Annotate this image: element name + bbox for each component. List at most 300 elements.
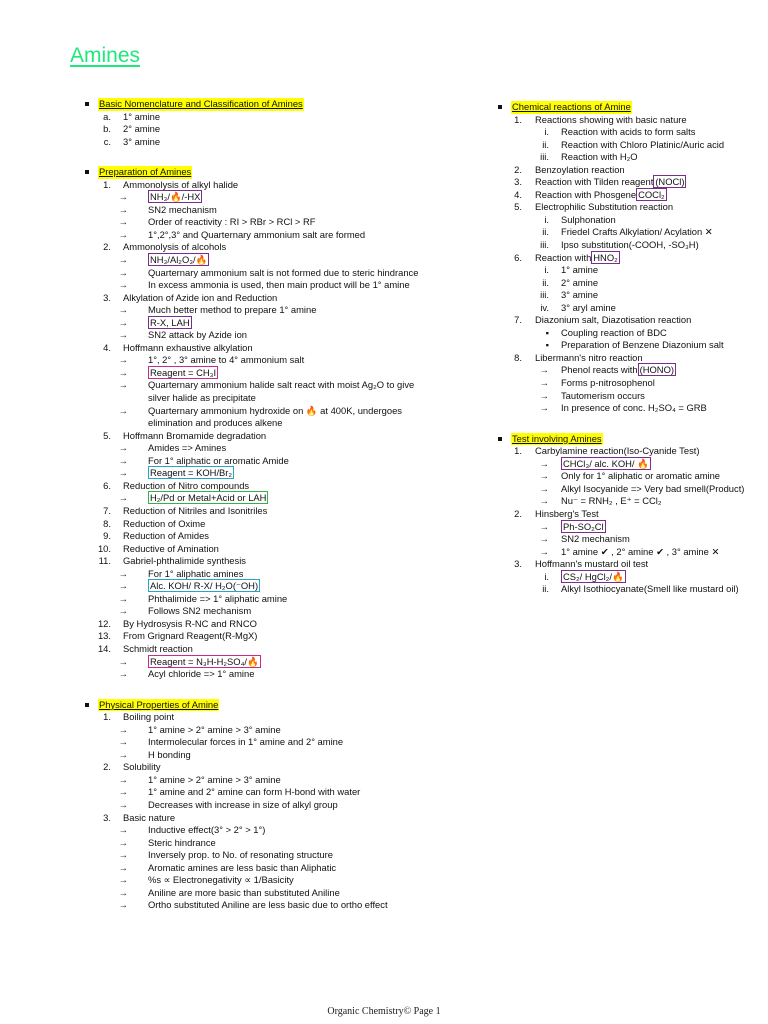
list-item-text: Nu⁻ = RNH₂ , E⁺ = CCl₂ [561, 495, 662, 507]
list-item [80, 430, 420, 443]
list-item [493, 352, 768, 365]
list-marker: 6. [514, 251, 522, 263]
reagent-box: (NOCl) [655, 176, 685, 188]
list-item-text: Reaction with Chloro Platinic/Auric acid [561, 138, 725, 150]
list-item [493, 495, 768, 508]
list-item [80, 630, 420, 643]
list-marker: ii. [542, 138, 549, 150]
list-item-text: Quarternary ammonium hydroxide on 🔥 at 400K, undergoes [148, 404, 402, 416]
arrow-icon: → [539, 533, 549, 545]
list-item [80, 812, 420, 825]
list-item [493, 314, 768, 327]
section-heading [493, 101, 768, 114]
list-marker: 3. [103, 811, 111, 823]
list-marker: 6. [103, 479, 111, 491]
list-item [80, 593, 420, 606]
list-marker: 7. [514, 314, 522, 326]
reagent-box: CS₂/ HgCl₂/🔥 [563, 570, 624, 582]
list-item [80, 505, 420, 518]
list-item-text: Amides => Amines [148, 442, 227, 454]
list-marker: ▪ [545, 339, 549, 351]
list-item-text: Reaction with [535, 251, 592, 263]
list-item [80, 179, 420, 192]
list-item-text: Acyl chloride => 1° amine [148, 668, 255, 680]
arrow-icon: → [118, 886, 128, 898]
reagent-box: CHCl₃/ alc. KOH/ 🔥 [563, 457, 649, 469]
list-item-text: elimination and produces alkene [148, 417, 283, 429]
arrow-icon: → [118, 668, 128, 680]
list-item-text: 2° amine [123, 123, 161, 135]
list-item [80, 887, 420, 900]
arrow-icon: → [118, 379, 128, 391]
list-item [80, 668, 420, 681]
arrow-icon: → [118, 404, 128, 416]
list-item [493, 483, 768, 496]
list-item-text: SN2 mechanism [561, 533, 630, 545]
list-item-text: Tautomerism occurs [561, 389, 645, 401]
list-item-text: Inductive effect(3° > 2° > 1°) [148, 824, 266, 836]
arrow-icon: → [118, 442, 128, 454]
list-marker: a. [103, 110, 111, 122]
list-item-text: silver halide as precipitate [148, 392, 256, 404]
list-item-text: Hinsberg's Test [535, 507, 599, 519]
list-item [80, 467, 420, 480]
list-item-text: SN2 attack by Azide ion [148, 329, 248, 341]
list-item-text: By Hydrosysis R-NC and RNCO [123, 617, 257, 629]
arrow-icon: → [118, 203, 128, 215]
list-item [80, 204, 420, 217]
list-marker: 1. [514, 445, 522, 457]
list-item [493, 126, 768, 139]
list-item-text: Intermolecular forces in 1° amine and 2° amine [148, 736, 344, 748]
list-item [493, 546, 768, 559]
list-item [80, 518, 420, 531]
list-marker: 9. [103, 530, 111, 542]
list-marker: iii. [540, 151, 549, 163]
arrow-icon: → [539, 470, 549, 482]
arrow-icon: → [118, 736, 128, 748]
square-bullet-icon [85, 170, 89, 174]
list-marker: b. [103, 123, 111, 135]
arrow-icon: → [118, 366, 128, 378]
arrow-icon: → [118, 329, 128, 341]
list-item-text: Aromatic amines are less basic than Aliphatic [148, 861, 337, 873]
list-item-text: For 1° aliphatic or aromatic Amide [148, 454, 289, 466]
list-item [493, 470, 768, 483]
left-column [80, 94, 420, 912]
list-item [80, 123, 420, 136]
arrow-icon: → [118, 216, 128, 228]
reagent-box: Reagent = N₃H-H₂SO₄/🔥 [150, 655, 259, 667]
list-item-text: Inversely prop. to No. of resonating structure [148, 849, 333, 861]
list-item-text: Reaction with Phosgene [535, 188, 637, 200]
list-item-text: Much better method to prepare 1° amine [148, 304, 317, 316]
arrow-icon: → [118, 254, 128, 266]
list-item-text: Alkyl Isocyanide => Very bad smell(Product) [561, 482, 745, 494]
list-item [493, 377, 768, 390]
list-item-text: 3° amine [561, 289, 599, 301]
square-bullet-icon [498, 105, 502, 109]
square-bullet-icon [498, 437, 502, 441]
list-item [80, 492, 420, 505]
list-item-text: Reductive of Amination [123, 542, 219, 554]
square-bullet-icon [85, 703, 89, 707]
list-marker: 8. [514, 351, 522, 363]
list-item [80, 317, 420, 330]
list-item [80, 874, 420, 887]
list-marker: 10. [97, 542, 111, 554]
list-item-text: Order of reactivity : RI > RBr > RCl > RF [148, 216, 316, 228]
list-item [493, 151, 768, 164]
list-item [80, 292, 420, 305]
list-marker: 5. [514, 201, 522, 213]
list-item-text: Benzoylation reaction [535, 163, 625, 175]
list-marker: 3. [103, 291, 111, 303]
arrow-icon: → [118, 723, 128, 735]
list-item-text: In excess ammonia is used, then main product will be 1° amine [148, 279, 410, 291]
list-item-text: Hoffmann Bromamide degradation [123, 429, 267, 441]
list-item [80, 799, 420, 812]
arrow-icon: → [118, 849, 128, 861]
arrow-icon: → [118, 836, 128, 848]
arrow-icon: → [118, 492, 128, 504]
list-item [80, 543, 420, 556]
list-item [493, 176, 768, 189]
list-item [80, 379, 420, 392]
list-item-text: Hoffmann's mustard oil test [535, 558, 649, 570]
list-item [80, 555, 420, 568]
list-marker: iv. [540, 301, 549, 313]
reagent-box: Alc. KOH/ R-X/ H₂O(⁻OH) [150, 580, 259, 592]
list-item [80, 862, 420, 875]
list-marker: 12. [97, 617, 111, 629]
list-item-text: 1°,2°,3° and Quarternary ammonium salt are formed [148, 228, 366, 240]
list-marker: 1. [514, 113, 522, 125]
list-item-text: Solubility [123, 761, 161, 773]
list-marker: 13. [97, 630, 111, 642]
list-item [80, 455, 420, 468]
list-item-text: Phenol reacts with [561, 364, 638, 376]
list-item-text: H bonding [148, 748, 191, 760]
list-item-text: Ortho substituted Aniline are less basic due to ortho effect [148, 899, 388, 911]
list-item [80, 342, 420, 355]
list-item-text: 1° amine [561, 264, 599, 276]
list-marker: 1. [103, 178, 111, 190]
list-item-text: Reaction with H₂O [561, 151, 638, 163]
arrow-icon: → [118, 279, 128, 291]
list-item-text: Decreases with increase in size of alkyl group [148, 798, 338, 810]
section-title: Test involving Amines [512, 432, 602, 444]
list-marker: 2. [103, 761, 111, 773]
list-item [80, 824, 420, 837]
list-item-text: Carbylamine reaction(Iso-Cyanide Test) [535, 445, 700, 457]
list-item [80, 618, 420, 631]
list-item [493, 402, 768, 415]
list-marker: i. [544, 213, 549, 225]
list-item-text: 1° amine ✔ , 2° amine ✔ , 3° amine ✕ [561, 545, 720, 557]
list-item-text: Electrophilic Substitution reaction [535, 201, 674, 213]
list-item-text: Reduction of Oxime [123, 517, 206, 529]
section-heading [493, 433, 768, 446]
page-title: Amines [70, 44, 141, 67]
list-item-text: Ipso substitution(-COOH, -SO₃H) [561, 239, 699, 251]
section-title: Chemical reactions of Amine [512, 101, 631, 112]
reagent-box: Ph-SO₂Cl [563, 520, 604, 532]
list-item [80, 405, 420, 418]
arrow-icon: → [118, 899, 128, 911]
list-item [493, 364, 768, 377]
list-item-text: Alkyl Isothiocyanate(Smell like mustard oil) [561, 583, 739, 595]
arrow-icon: → [539, 364, 549, 376]
list-item-text: Ammonolysis of alcohols [123, 241, 227, 253]
list-item-text: Reactions showing with basic nature [535, 113, 687, 125]
list-item [80, 229, 420, 242]
reagent-box: H₂/Pd or Metal+Acid or LAH [150, 492, 267, 504]
list-item-text: Ammonolysis of alkyl halide [123, 178, 239, 190]
list-marker: i. [544, 570, 549, 582]
list-item-text: SN2 mechanism [148, 203, 217, 215]
list-item-text: Reduction of Nitriles and Isonitriles [123, 504, 268, 516]
reagent-box: (HONO) [639, 364, 674, 376]
list-item [80, 849, 420, 862]
arrow-icon: → [118, 874, 128, 886]
list-item [80, 774, 420, 787]
list-marker: i. [544, 264, 549, 276]
arrow-icon: → [118, 454, 128, 466]
list-item-text: Friedel Crafts Alkylation/ Acylation ✕ [561, 226, 713, 238]
list-item [80, 191, 420, 204]
list-item-text: Reduction of Nitro compounds [123, 479, 250, 491]
reagent-box: HNO₂ [593, 251, 618, 263]
list-item-text: Basic nature [123, 811, 176, 823]
list-item-text: In presence of conc. H₂SO₄ = GRB [561, 402, 707, 414]
list-marker: ii. [542, 226, 549, 238]
list-item [80, 279, 420, 292]
reagent-box: NH₃/Al₂O₃/🔥 [150, 254, 208, 266]
list-item-text: %s ∝ Electronegativity ∝ 1/Basicity [148, 874, 294, 886]
list-item [80, 304, 420, 317]
arrow-icon: → [118, 567, 128, 579]
section-heading [80, 166, 420, 179]
list-marker: 2. [103, 241, 111, 253]
section-title: Basic Nomenclature and Classification of Amines [99, 98, 303, 109]
list-item-text: Libermann's nitro reaction [535, 351, 643, 363]
list-item [80, 761, 420, 774]
list-item-text: Reduction of Amides [123, 530, 209, 542]
list-marker: ii. [542, 276, 549, 288]
arrow-icon: → [118, 861, 128, 873]
list-item [80, 136, 420, 149]
list-item [493, 277, 768, 290]
list-item-text: Alkylation of Azide ion and Reduction [123, 291, 278, 303]
list-marker: i. [544, 126, 549, 138]
list-item [80, 724, 420, 737]
list-item [80, 254, 420, 267]
reagent-box: COCl₂ [638, 188, 665, 200]
list-item [493, 189, 768, 202]
list-item-text: 1° amine > 2° amine > 3° amine [148, 723, 281, 735]
reagent-box: Reagent = CH₃I [150, 366, 217, 378]
list-item [493, 164, 768, 177]
list-item-text: 1° amine and 2° amine can form H-bond with water [148, 786, 361, 798]
list-item [80, 643, 420, 656]
list-item [493, 214, 768, 227]
list-item [493, 302, 768, 315]
list-item-text: 1° amine [123, 110, 161, 122]
list-item [80, 711, 420, 724]
list-item [493, 508, 768, 521]
list-item-text: For 1° aliphatic amines [148, 567, 244, 579]
page-footer: Organic Chemistry© Page 1 [327, 1006, 441, 1017]
list-item [80, 837, 420, 850]
list-item [80, 605, 420, 618]
list-item-text: Follows SN2 mechanism [148, 605, 252, 617]
list-item [493, 264, 768, 277]
arrow-icon: → [539, 457, 549, 469]
list-item-text: 3° aryl amine [561, 301, 616, 313]
list-item-text: Diazonium salt, Diazotisation reaction [535, 314, 692, 326]
list-item [493, 252, 768, 265]
list-marker: 11. [98, 555, 111, 567]
list-item-text: Hoffmann exhaustive alkylation [123, 341, 253, 353]
list-item [80, 530, 420, 543]
list-item [493, 445, 768, 458]
arrow-icon: → [539, 495, 549, 507]
arrow-icon: → [118, 467, 128, 479]
list-item [493, 583, 768, 596]
list-item [80, 267, 420, 280]
arrow-icon: → [118, 773, 128, 785]
list-item [80, 580, 420, 593]
list-item [80, 736, 420, 749]
list-item [80, 656, 420, 669]
reagent-box: R-X, LAH [150, 316, 190, 328]
reagent-box: NH₃/🔥/-HX [150, 191, 201, 203]
arrow-icon: → [118, 655, 128, 667]
arrow-icon: → [118, 748, 128, 760]
list-item [493, 114, 768, 127]
list-item [493, 289, 768, 302]
list-item [80, 329, 420, 342]
list-item [493, 521, 768, 534]
section-title: Preparation of Amines [99, 166, 192, 178]
list-marker: ▪ [545, 326, 549, 338]
list-item [493, 226, 768, 239]
list-item-text: Forms p-nitrosophenol [561, 377, 655, 389]
list-item-text: Preparation of Benzene Diazonium salt [561, 339, 724, 351]
reagent-box: Reagent = KOH/Br₂ [150, 467, 233, 479]
list-marker: 4. [514, 188, 522, 200]
list-item-text: Quarternary ammonium salt is not formed due to steric hindrance [148, 266, 419, 278]
list-item [493, 533, 768, 546]
list-item-text: Reaction with Tilden reagent [535, 176, 654, 188]
list-marker: 3. [514, 176, 522, 188]
list-marker: 2. [514, 507, 522, 519]
arrow-icon: → [539, 482, 549, 494]
list-item [80, 367, 420, 380]
list-marker: 1. [103, 711, 111, 723]
list-item-text: Gabriel-phthalimide synthesis [123, 555, 246, 567]
arrow-icon: → [539, 389, 549, 401]
list-item-text: 1°, 2° , 3° amine to 4° ammonium salt [148, 354, 305, 366]
list-item [80, 392, 420, 405]
list-item-text: Aniline are more basic than substituted Aniline [148, 886, 340, 898]
list-item [80, 786, 420, 799]
arrow-icon: → [539, 377, 549, 389]
right-column [493, 97, 768, 596]
section-title: Physical Properties of Amine [99, 698, 219, 710]
arrow-icon: → [118, 592, 128, 604]
list-item-text: Reaction with acids to form salts [561, 126, 696, 138]
list-item-text: Steric hindrance [148, 836, 216, 848]
list-item [80, 241, 420, 254]
list-marker: 7. [103, 504, 111, 516]
section-gap [80, 148, 420, 162]
arrow-icon: → [118, 191, 128, 203]
list-item-text: Quarternary ammonium halide salt react with moist Ag₂O to give [148, 379, 415, 391]
list-marker: 2. [514, 163, 522, 175]
list-item-text: Coupling reaction of BDC [561, 326, 667, 338]
list-item [80, 216, 420, 229]
arrow-icon: → [118, 266, 128, 278]
list-marker: iii. [540, 289, 549, 301]
arrow-icon: → [539, 520, 549, 532]
list-item [493, 390, 768, 403]
list-item [80, 442, 420, 455]
arrow-icon: → [539, 402, 549, 414]
list-item-text: From Grignard Reagent(R-MgX) [123, 630, 258, 642]
list-marker: 14. [97, 642, 111, 654]
list-item [80, 111, 420, 124]
list-item-text: Only for 1° aliphatic or aromatic amine [561, 470, 721, 482]
arrow-icon: → [118, 798, 128, 810]
list-item-text: Sulphonation [561, 213, 616, 225]
arrow-icon: → [118, 824, 128, 836]
list-item-text: 1° amine > 2° amine > 3° amine [148, 773, 281, 785]
list-item [80, 417, 420, 430]
list-item [80, 749, 420, 762]
list-item-text: 2° amine [561, 276, 599, 288]
arrow-icon: → [118, 228, 128, 240]
list-marker: c. [103, 135, 111, 147]
list-marker: 8. [103, 517, 111, 529]
list-item-text: Phthalimide => 1° aliphatic amine [148, 592, 288, 604]
list-item-text: Schmidt reaction [123, 642, 193, 654]
list-marker: 4. [103, 341, 111, 353]
section-gap [493, 415, 768, 429]
arrow-icon: → [118, 786, 128, 798]
list-marker: iii. [540, 239, 549, 251]
list-marker: ii. [542, 583, 549, 595]
list-item [493, 571, 768, 584]
arrow-icon: → [118, 304, 128, 316]
list-item [493, 558, 768, 571]
section-gap [80, 681, 420, 695]
section-heading [80, 98, 420, 111]
list-item [493, 458, 768, 471]
section-heading [80, 699, 420, 712]
list-item [493, 139, 768, 152]
arrow-icon: → [118, 354, 128, 366]
list-item [80, 899, 420, 912]
list-marker: 5. [103, 429, 111, 441]
arrow-icon: → [118, 316, 128, 328]
list-item [493, 339, 768, 352]
list-item [493, 201, 768, 214]
list-item [493, 239, 768, 252]
arrow-icon: → [118, 580, 128, 592]
arrow-icon: → [118, 605, 128, 617]
